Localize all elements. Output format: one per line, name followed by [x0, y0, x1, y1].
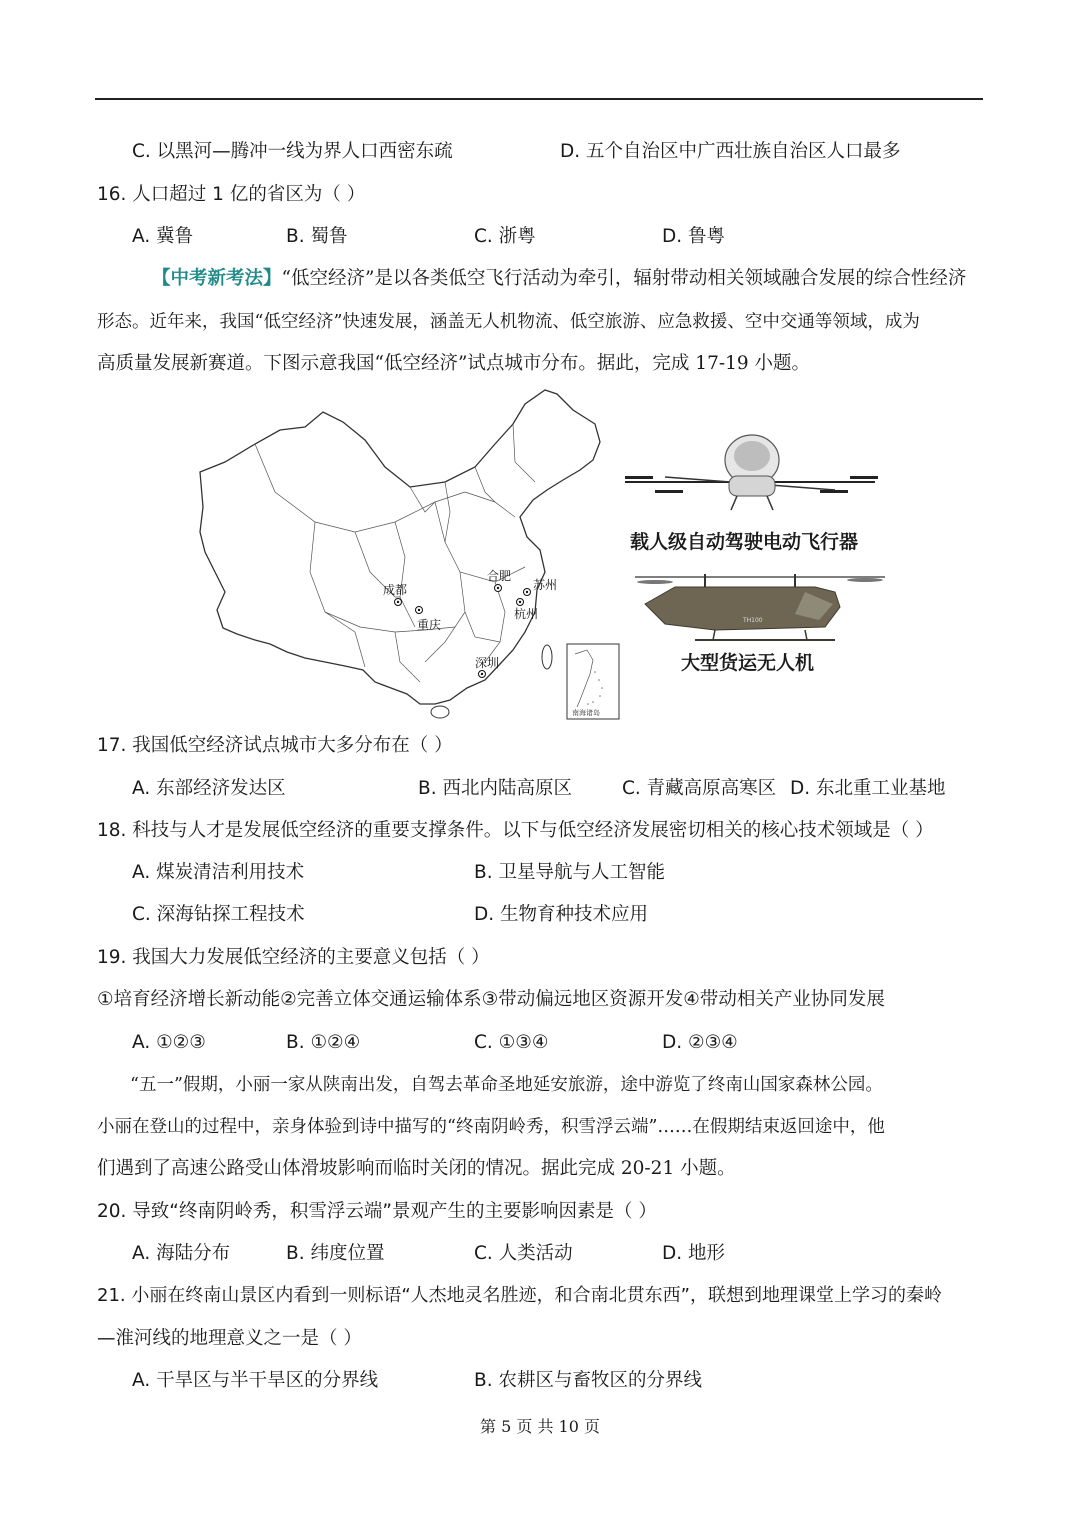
- q21-stem-line1: 21. 小丽在终南山景区内看到一则标语“人杰地灵名胜迹，和合南北贯东西”，联想到地理课堂上学习的秦岭: [97, 1285, 942, 1306]
- city-label-chengdu: 成都: [383, 583, 408, 597]
- q18-option-a: A. 煤炭清洁利用技术: [132, 862, 305, 883]
- city-label-shenzhen: 深圳: [475, 656, 500, 670]
- q17-option-c: C. 青藏高原高寒区: [622, 778, 777, 799]
- province-borders: [255, 424, 535, 682]
- q19-option-a: A. ①②③: [132, 1032, 206, 1053]
- q16-option-a: A. 冀鲁: [132, 226, 194, 247]
- q16-option-c: C. 浙粤: [474, 226, 536, 247]
- q16-option-d: D. 鲁粤: [662, 226, 726, 247]
- q17-option-d: D. 东北重工业基地: [790, 778, 946, 799]
- q16-option-b: B. 蜀鲁: [286, 226, 348, 247]
- q19-option-c: C. ①③④: [474, 1032, 549, 1053]
- material1-line1: 【中考新考法】“低空经济”是以各类低空飞行活动为牵引，辐射带动相关领域融合发展的综合性经济: [152, 268, 967, 289]
- q19-stem: 19. 我国大力发展低空经济的主要意义包括（ ）: [97, 947, 490, 968]
- inset-label: 南海诸岛: [572, 709, 600, 717]
- caption-cargo-drone: 大型货运无人机: [681, 652, 815, 674]
- q17-option-a: A. 东部经济发达区: [132, 778, 286, 799]
- q20-option-d: D. 地形: [662, 1243, 726, 1264]
- city-label-hefei: 合肥: [487, 569, 512, 583]
- q20-stem: 20. 导致“终南阴岭秀，积雪浮云端”景观产生的主要影响因素是（ ）: [97, 1201, 657, 1222]
- q20-option-b: B. 纬度位置: [286, 1243, 385, 1264]
- city-label-hangzhou: 杭州: [514, 607, 539, 621]
- material1-line2: 形态。近年来，我国“低空经济”快速发展，涵盖无人机物流、低空旅游、应急救援、空中交通等领域，成为: [97, 312, 920, 332]
- q21-option-b: B. 农耕区与畜牧区的分界线: [474, 1370, 702, 1391]
- hainan-island: [431, 706, 449, 718]
- caption-passenger-evtol: 载人级自动驾驶电动飞行器: [630, 531, 859, 553]
- q18-option-b: B. 卫星导航与人工智能: [474, 862, 665, 883]
- city-label-chongqing: 重庆: [417, 618, 442, 632]
- q18-option-c: C. 深海钻探工程技术: [132, 904, 305, 925]
- q17-option-b: B. 西北内陆高原区: [418, 778, 572, 799]
- q15-option-d: D. 五个自治区中广西壮族自治区人口最多: [560, 141, 901, 162]
- map-outline: [200, 390, 600, 704]
- q19-option-b: B. ①②④: [286, 1032, 361, 1053]
- material1-line3: 高质量发展新赛道。下图示意我国“低空经济”试点城市分布。据此，完成 17-19 小题。: [97, 353, 811, 374]
- south-china-sea-inset: [567, 644, 619, 719]
- q19-option-d: D. ②③④: [662, 1032, 738, 1053]
- q19-statements: ①培育经济增长新动能②完善立体交通运输体系③带动偏远地区资源开发④带动相关产业协同发展: [97, 989, 885, 1010]
- material2-line1: “五一”假期，小丽一家从陕南出发，自驾去革命圣地延安旅游，途中游览了终南山国家森林公园。: [130, 1075, 883, 1095]
- material2-line2: 小丽在登山的过程中，亲身体验到诗中描写的“终南阴岭秀，积雪浮云端”……在假期结束返回途中，他: [97, 1117, 885, 1137]
- city-label-suzhou: 苏州: [533, 578, 558, 592]
- cargo-drone-image: [635, 574, 885, 640]
- figure-low-altitude-economy: [195, 382, 885, 722]
- passenger-evtol-image: [625, 435, 878, 510]
- q20-option-a: A. 海陆分布: [132, 1243, 231, 1264]
- header-rule: [95, 98, 983, 100]
- material1-tag: 【中考新考法】: [152, 268, 282, 289]
- material2-line3: 们遇到了高速公路受山体滑坡影响而临时关闭的情况。据此完成 20-21 小题。: [97, 1158, 736, 1179]
- taiwan-island: [542, 645, 552, 669]
- q18-option-d: D. 生物育种技术应用: [474, 904, 649, 925]
- drone-tail-text: TH100: [743, 617, 763, 624]
- q17-stem: 17. 我国低空经济试点城市大多分布在（ ）: [97, 735, 453, 756]
- q18-stem: 18. 科技与人才是发展低空经济的重要支撑条件。以下与低空经济发展密切相关的核心技术领域是（ ）: [97, 820, 934, 841]
- q16-stem: 16. 人口超过 1 亿的省区为（ ）: [97, 184, 366, 205]
- q21-option-a: A. 干旱区与半干旱区的分界线: [132, 1370, 379, 1391]
- q15-option-c: C. 以黑河—腾冲一线为界人口西密东疏: [132, 141, 453, 162]
- q20-option-c: C. 人类活动: [474, 1243, 573, 1264]
- q21-stem-line2: —淮河线的地理意义之一是（ ）: [97, 1328, 362, 1349]
- page-footer: 第 5 页 共 10 页: [480, 1417, 600, 1436]
